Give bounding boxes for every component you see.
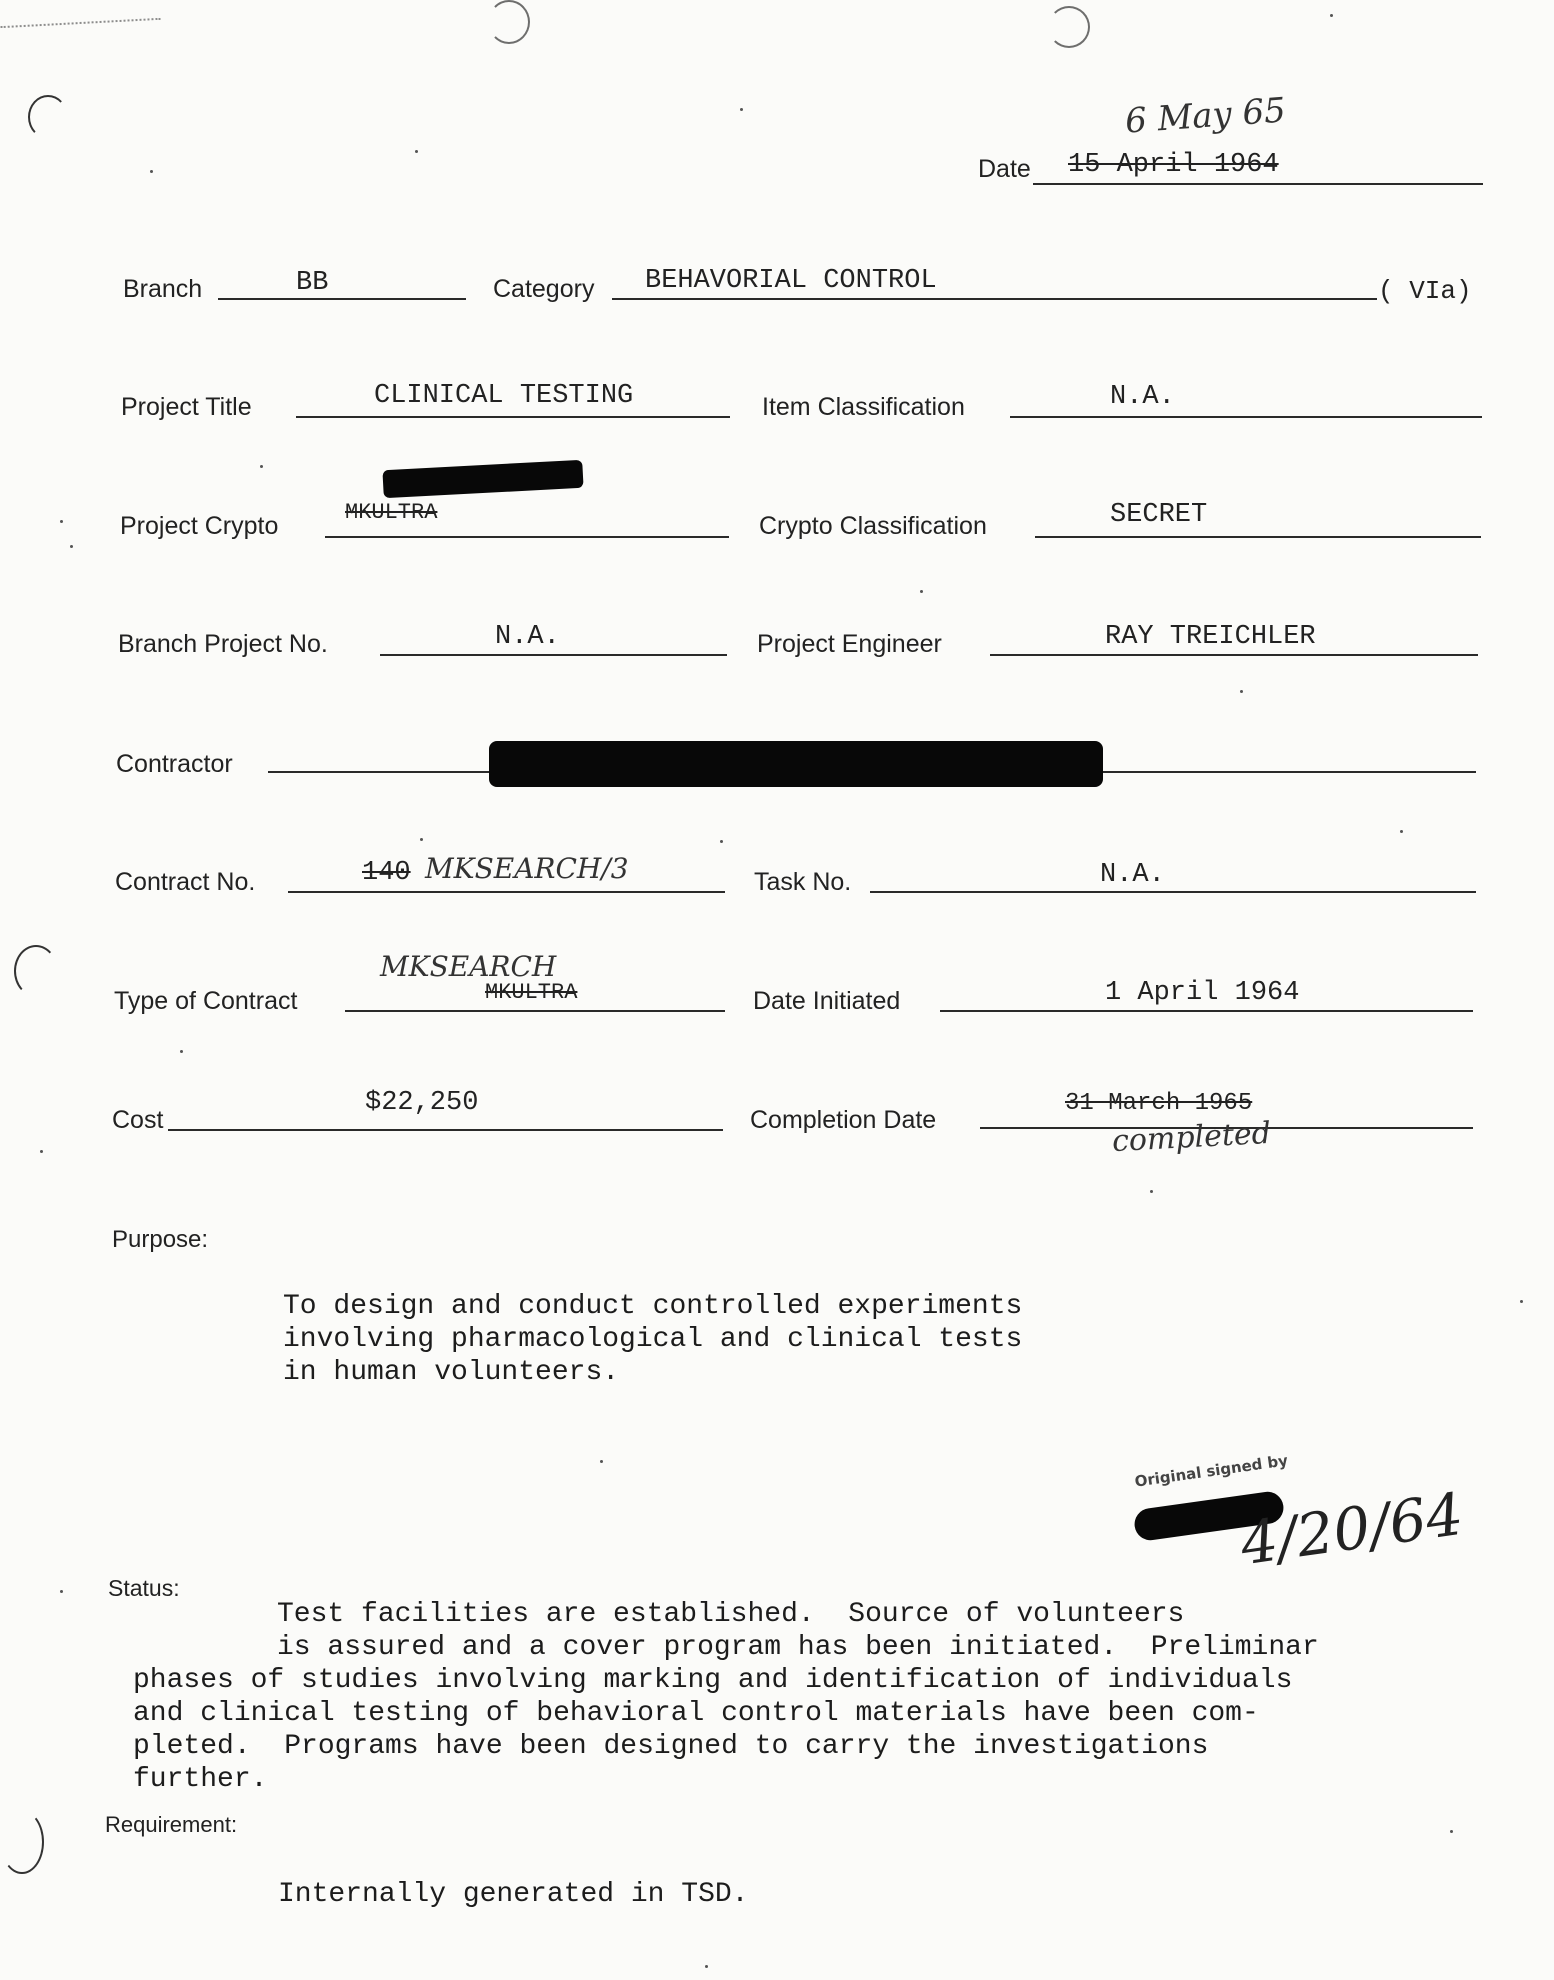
date-underline xyxy=(1033,183,1483,185)
scan-speck xyxy=(1150,1190,1153,1193)
crypto-classification-underline xyxy=(1035,536,1481,538)
requirement-text: Internally generated in TSD. xyxy=(278,1879,749,1910)
project-crypto-label: Project Crypto xyxy=(120,512,279,540)
requirement-label: Requirement: xyxy=(105,1812,238,1837)
type-of-contract-label: Type of Contract xyxy=(114,987,298,1015)
contractor-redaction xyxy=(489,741,1103,787)
scan-mark-circle xyxy=(1048,6,1090,48)
task-no-label: Task No. xyxy=(754,868,852,896)
purpose-label: Purpose: xyxy=(112,1226,209,1253)
item-classification-label: Item Classification xyxy=(762,393,965,421)
contract-no-label: Contract No. xyxy=(115,868,256,896)
cost-value: $22,250 xyxy=(365,1088,479,1118)
scan-speck xyxy=(1520,1300,1523,1303)
scan-speck xyxy=(705,1965,708,1968)
item-classification-value: N.A. xyxy=(1110,382,1175,412)
completion-date-handwritten: completed xyxy=(1111,1115,1272,1160)
purpose-text: To design and conduct controlled experiments involving pharmacological and clinical tests in human volunteers. xyxy=(283,1291,1023,1388)
cost-label: Cost xyxy=(112,1106,164,1134)
branch-label: Branch xyxy=(123,275,203,303)
scan-speck xyxy=(60,520,63,523)
scan-speck xyxy=(1400,830,1403,833)
date-label: Date xyxy=(978,155,1031,183)
date-initiated-underline xyxy=(940,1010,1473,1012)
project-engineer-value: RAY TREICHLER xyxy=(1105,622,1316,652)
date-struck-value: 15 April 1964 xyxy=(1068,150,1279,180)
scan-speck xyxy=(1330,14,1333,17)
punch-hole-mark xyxy=(14,945,58,997)
task-no-value: N.A. xyxy=(1100,860,1165,890)
type-of-contract-handwritten: MKSEARCH xyxy=(380,950,557,983)
scan-speck xyxy=(415,150,418,153)
contract-no-struck: 140 xyxy=(362,858,411,888)
category-value: BEHAVORIAL CONTROL xyxy=(645,266,937,296)
scan-speck xyxy=(920,590,923,593)
scan-speck xyxy=(720,840,723,843)
redaction-bar xyxy=(382,460,583,498)
branch-project-no-underline xyxy=(380,654,727,656)
scan-speck xyxy=(600,1460,603,1463)
handwritten-date: 6 May 65 xyxy=(1123,90,1288,142)
project-title-underline xyxy=(296,416,730,418)
scan-speck xyxy=(150,170,153,173)
scan-speck xyxy=(1240,690,1243,693)
crypto-classification-value: SECRET xyxy=(1110,500,1208,530)
project-title-label: Project Title xyxy=(121,393,252,421)
date-initiated-value: 1 April 1964 xyxy=(1105,978,1300,1008)
branch-value: BB xyxy=(296,268,329,298)
scan-speck xyxy=(740,108,743,111)
status-text-continued: phases of studies involving marking and identification of individuals and clinical testing of behavioral control materials have been com- pleted. Programs have been designed to carry the investigations further. xyxy=(133,1665,1293,1795)
category-underline xyxy=(612,298,1377,300)
scan-mark-top-left xyxy=(0,0,161,28)
scan-speck xyxy=(260,465,263,468)
status-line-1: Test facilities are established. Source of volunteers xyxy=(277,1599,1185,1630)
punch-hole-mark xyxy=(0,1810,44,1874)
branch-project-no-value: N.A. xyxy=(495,622,560,652)
date-initiated-label: Date Initiated xyxy=(753,987,901,1015)
completion-date-struck: 31 March 1965 xyxy=(1065,1090,1253,1117)
contract-no-underline xyxy=(288,891,725,893)
scan-speck xyxy=(70,545,73,548)
contract-no-handwritten: MKSEARCH/3 xyxy=(425,852,629,885)
original-signed-stamp: Original signed by xyxy=(1133,1451,1289,1491)
type-of-contract-struck: MKULTRA xyxy=(485,980,578,1005)
contractor-label: Contractor xyxy=(116,750,233,778)
type-of-contract-underline xyxy=(345,1010,725,1012)
status-label: Status: xyxy=(108,1575,180,1601)
status-line-2: is assured and a cover program has been initiated. Preliminar xyxy=(277,1632,1319,1663)
task-no-underline xyxy=(870,891,1476,893)
scan-speck xyxy=(420,838,423,841)
project-engineer-label: Project Engineer xyxy=(757,630,942,658)
scan-speck xyxy=(180,1050,183,1053)
project-crypto-value: MKULTRA xyxy=(345,500,438,525)
scan-mark-circle xyxy=(488,0,530,44)
project-crypto-underline xyxy=(325,536,729,538)
scan-speck xyxy=(1450,1830,1453,1833)
project-engineer-underline xyxy=(990,654,1478,656)
category-label: Category xyxy=(493,275,595,303)
category-suffix: ( VIa) xyxy=(1378,276,1472,306)
cost-underline xyxy=(168,1129,723,1131)
branch-project-no-label: Branch Project No. xyxy=(118,630,328,658)
completion-date-label: Completion Date xyxy=(750,1106,937,1134)
scan-speck xyxy=(60,1590,63,1593)
scan-speck xyxy=(40,1150,43,1153)
project-title-value: CLINICAL TESTING xyxy=(374,381,634,411)
punch-hole-mark xyxy=(28,95,68,139)
signature-date: 4/20/64 xyxy=(1236,1479,1468,1579)
item-classification-underline xyxy=(1010,416,1482,418)
crypto-classification-label: Crypto Classification xyxy=(759,512,987,540)
branch-underline xyxy=(218,298,466,300)
